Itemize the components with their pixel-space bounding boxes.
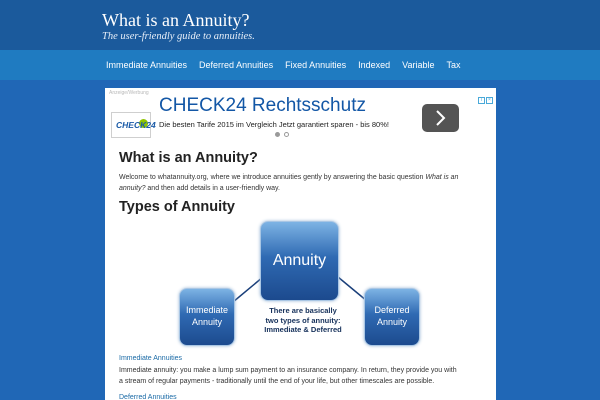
ad-logo[interactable] xyxy=(111,112,156,138)
chevron-right-icon xyxy=(422,104,459,132)
caption-line: two types of annuity: xyxy=(265,315,341,325)
intro-question: What is an annuity? xyxy=(119,174,459,192)
ad-next-button[interactable] xyxy=(422,104,459,132)
ad-info-icon[interactable]: i xyxy=(478,97,485,104)
ad-text[interactable]: Die besten Tarife 2015 im Vergleich Jetzt garantiert sparen - bis 80%! xyxy=(159,120,389,129)
nav-item-deferred-annuities[interactable]: Deferred Annuities xyxy=(199,60,274,70)
site-title[interactable]: What is an Annuity? xyxy=(102,10,250,30)
nav-item-fixed-annuities[interactable]: Fixed Annuities xyxy=(285,60,347,70)
nav-item-indexed[interactable]: Indexed xyxy=(358,60,391,70)
page-title: What is an Annuity? xyxy=(119,150,258,166)
intro-text xyxy=(119,172,479,194)
deferred-annuities-link[interactable]: Deferred Annuities xyxy=(119,394,177,400)
nav-item-immediate-annuities[interactable]: Immediate Annuities xyxy=(106,60,188,70)
ad-pagination xyxy=(275,132,289,137)
immediate-description: Immediate annuity: you make a lump sum payment to an insurance company. In return, they provide you with a stream of regular payments - traditionally until the end of your life, but other timescales are possible. xyxy=(119,367,457,385)
ad-choices[interactable] xyxy=(478,97,493,104)
caption-line: There are basically xyxy=(269,306,337,315)
immediate-annuities-link[interactable]: Immediate Annuities xyxy=(119,355,183,362)
diagram-node-deferred xyxy=(364,288,420,346)
ad-title[interactable]: CHECK24 Rechtsschutz xyxy=(159,95,366,116)
annuity-types-diagram xyxy=(105,217,496,355)
ad-close-icon[interactable]: × xyxy=(486,97,493,104)
diagram-caption xyxy=(253,306,353,335)
site-header xyxy=(0,0,600,50)
diagram-node-annuity xyxy=(260,221,339,301)
types-heading: Types of Annuity xyxy=(119,199,235,215)
diagram-node-label: Annuity xyxy=(376,317,408,327)
nav-item-tax[interactable]: Tax xyxy=(446,60,461,70)
site-tagline: The user-friendly guide to annuities. xyxy=(102,31,255,42)
ad-label: Anzeige/Werbung xyxy=(109,90,149,96)
ad-dot[interactable] xyxy=(284,132,289,137)
content-area xyxy=(105,88,496,400)
diagram-node-label: Annuity xyxy=(191,317,223,327)
caption-line: Immediate & Deferred xyxy=(264,325,342,334)
diagram-node-immediate xyxy=(179,288,235,346)
main-nav xyxy=(0,50,600,80)
nav-item-variable[interactable]: Variable xyxy=(402,60,435,70)
ad-banner[interactable] xyxy=(105,88,496,140)
ad-logo-text: CHECK24 xyxy=(116,120,156,130)
diagram-node-label: Immediate xyxy=(185,305,229,315)
ad-dot[interactable] xyxy=(275,132,280,137)
intro-text-end: and then add details in a user-friendly way. xyxy=(145,185,280,192)
diagram-node-label: Annuity xyxy=(272,252,327,269)
diagram-node-label: Deferred xyxy=(374,305,410,315)
intro-text-start: Welcome to whatannuity.org, where we introduce annuities gently by answering the basic question xyxy=(119,174,426,181)
